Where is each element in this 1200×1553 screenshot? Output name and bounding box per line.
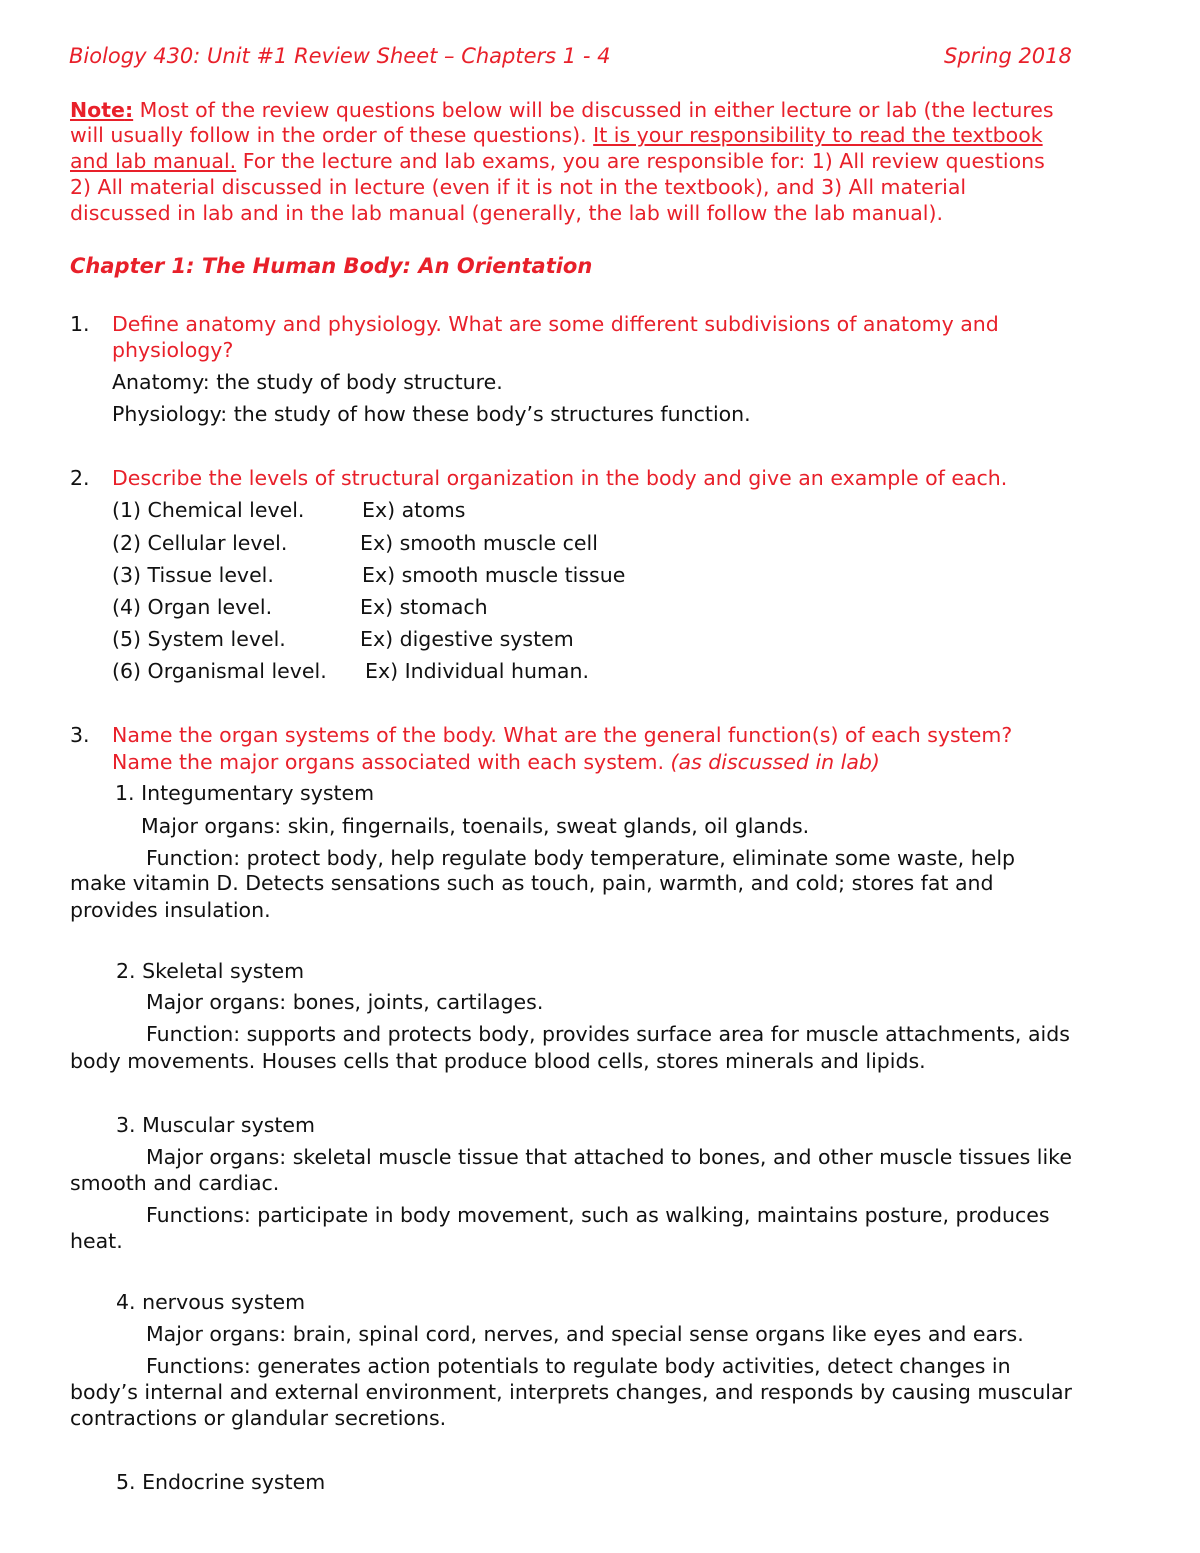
- system-2-function-line-2: body movements. Houses cells that produce blood cells, stores minerals and lipids.: [70, 1049, 926, 1073]
- note-line-4: 2) All material discussed in lecture (even if it is not in the textbook), and 3) All material: [70, 175, 967, 199]
- chapter-1-heading: Chapter 1: The Human Body: An Orientation: [70, 254, 593, 278]
- q3-number: 3.: [70, 723, 90, 747]
- q2-text: Describe the levels of structural organization in the body and give an example of each.: [112, 466, 1008, 490]
- system-1-function-line-3: provides insulation.: [70, 898, 271, 922]
- system-3-organs-line-1: Major organs: skeletal muscle tissue that attached to bones, and other muscle tissues like: [146, 1145, 1072, 1169]
- note-line-5: discussed in lab and in the lab manual (generally, the lab will follow the lab manual).: [70, 201, 943, 225]
- system-4-function-line-2: body’s internal and external environment, interprets changes, and responds by causing muscular: [70, 1380, 1072, 1404]
- q1-answer-physiology: Physiology: the study of how these body’s structures function.: [112, 402, 751, 426]
- note-text-3b: For the lecture and lab exams, you are responsible for: 1) All review questions: [236, 149, 1045, 173]
- system-1-function-line-1: Function: protect body, help regulate body temperature, eliminate some waste, help: [146, 846, 1016, 870]
- note-label: Note: [70, 98, 125, 122]
- q1-number: 1.: [70, 312, 90, 336]
- q1-text-line-2: physiology?: [112, 338, 234, 362]
- system-1-title: 1. Integumentary system: [115, 781, 375, 805]
- q3-text-line-2: [112, 749, 880, 775]
- note-line-1: [70, 97, 1054, 123]
- level-4-example: Ex) stomach: [360, 595, 488, 619]
- level-2-name: (2) Cellular level.: [112, 531, 288, 555]
- note-line-2: [70, 122, 1043, 148]
- system-4-title: 4. nervous system: [116, 1290, 306, 1314]
- q1-answer-anatomy: Anatomy: the study of body structure.: [112, 370, 503, 394]
- level-6-example: Ex) Individual human.: [365, 659, 589, 683]
- q1-text-line-1: Define anatomy and physiology. What are some different subdivisions of anatomy and: [112, 312, 999, 336]
- system-4-function-line-3: contractions or glandular secretions.: [70, 1406, 447, 1430]
- note-colon: :: [124, 98, 134, 122]
- note-text-3a: and lab manual.: [70, 149, 237, 173]
- system-3-organs-line-2: smooth and cardiac.: [70, 1171, 280, 1195]
- system-3-title: 3. Muscular system: [116, 1113, 316, 1137]
- system-2-title: 2. Skeletal system: [116, 959, 305, 983]
- q3-text-line-1: Name the organ systems of the body. What are the general function(s) of each system?: [112, 723, 1013, 747]
- term-label: Spring 2018: [944, 44, 1072, 68]
- level-5-example: Ex) digestive system: [360, 627, 574, 651]
- level-3-example: Ex) smooth muscle tissue: [362, 563, 626, 587]
- note-text-2a: will usually follow in the order of these questions).: [70, 123, 594, 147]
- note-text-2b: It is your responsibility to read the textbook: [593, 123, 1043, 147]
- system-3-function-line-1: Functions: participate in body movement, such as walking, maintains posture, produces: [146, 1203, 1050, 1227]
- system-4-function-line-1: Functions: generates action potentials to regulate body activities, detect changes in: [146, 1354, 1011, 1378]
- level-5-name: (5) System level.: [112, 627, 286, 651]
- note-text-1: Most of the review questions below will be discussed in either lecture or lab (the lectures: [133, 98, 1054, 122]
- system-3-function-line-2: heat.: [70, 1229, 123, 1253]
- q3-text-line-2-main: Name the major organs associated with each system.: [112, 750, 671, 774]
- q2-number: 2.: [70, 466, 90, 490]
- q3-text-line-2-note: (as discussed in lab): [670, 750, 880, 774]
- system-2-function-line-1: Function: supports and protects body, provides surface area for muscle attachments, aids: [146, 1022, 1070, 1046]
- level-1-example: Ex) atoms: [362, 498, 466, 522]
- system-5-title: 5. Endocrine system: [116, 1470, 326, 1494]
- level-3-name: (3) Tissue level.: [112, 563, 274, 587]
- level-2-example: Ex) smooth muscle cell: [360, 531, 598, 555]
- system-1-organs: Major organs: skin, fingernails, toenails, sweat glands, oil glands.: [141, 814, 810, 838]
- level-6-name: (6) Organismal level.: [112, 659, 327, 683]
- level-4-name: (4) Organ level.: [112, 595, 273, 619]
- note-line-3: [70, 148, 1045, 174]
- level-1-name: (1) Chemical level.: [112, 498, 305, 522]
- system-4-organs: Major organs: brain, spinal cord, nerves, and special sense organs like eyes and ears.: [146, 1322, 1024, 1346]
- document-title: Biology 430: Unit #1 Review Sheet – Chapters 1 - 4: [69, 44, 611, 68]
- system-1-function-line-2: make vitamin D. Detects sensations such as touch, pain, warmth, and cold; stores fat and: [70, 871, 994, 895]
- system-2-organs: Major organs: bones, joints, cartilages.: [146, 990, 544, 1014]
